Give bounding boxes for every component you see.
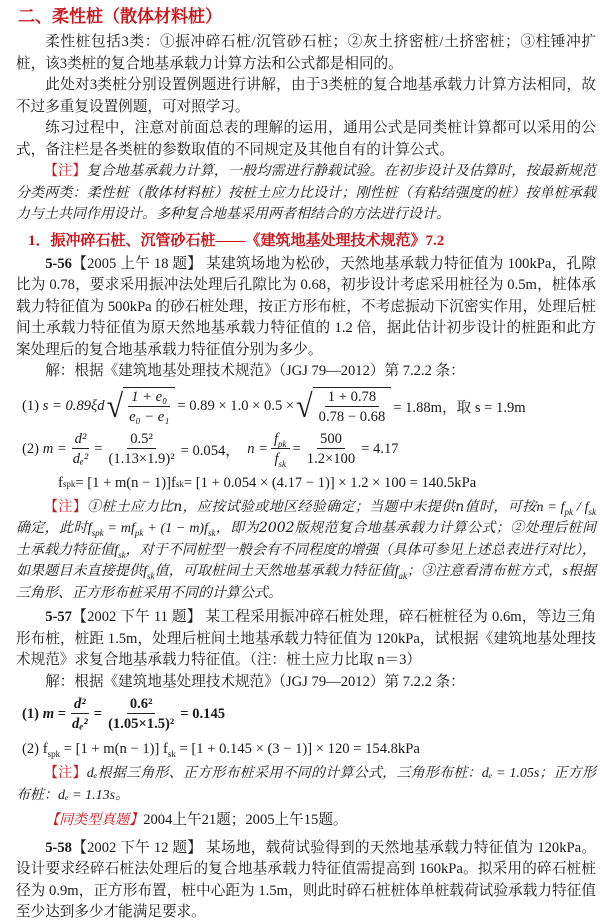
denominator: $f_{sk}$ (274, 451, 287, 469)
denominator: 1.2×100 (306, 451, 356, 467)
denominator: dₑ² (72, 715, 88, 732)
formula-composite-capacity (22, 735, 596, 763)
sqrt: √ $\frac{\text{1 + e₀}}{\text{e₀ − e₁}}$ (107, 387, 176, 427)
formula-label: (1) (22, 398, 40, 414)
numerator: $f_{pk}$ (271, 430, 290, 449)
note-text: 值，可取桩间土天然地基承载力特征值 (154, 563, 395, 579)
problem-5-57 (16, 607, 596, 672)
note-tag: 【注】 (44, 765, 87, 781)
inline-math: $n = f_{pk} / f_{sk}$ (536, 499, 597, 517)
inline-math: $f_{sk}$ (114, 542, 126, 560)
formula-replacement-ratio: (1) m = $\frac{\text{d²}}{\text{dₑ²}}$ = $\frac{\text{0.6²}}{\text{(1.05×1.5)²}}$ = 0.145 (22, 695, 226, 732)
formula-label: (1) (22, 705, 40, 722)
solution-intro: 解：根据《建筑地基处理技术规范》（JGJ 79—2012）第 7.2.2 条： (45, 673, 465, 690)
formula-result: = 0.054， (180, 443, 240, 459)
intro-paragraph: 柔性桩包括3类：①振冲碎石桩/沉管砂石桩；②灰土挤密桩/土挤密桩；③柱锤冲扩桩，该3类桩的复合地基承载力计算方法和公式都是相同的。 (16, 34, 596, 72)
formula-text: m = (42, 441, 67, 457)
numerator: 1 + e₀ (128, 388, 170, 407)
formula-label: (2) (22, 441, 40, 457)
formula-label: (2) (22, 740, 40, 757)
formula-pile-spacing (22, 385, 596, 429)
section-title: 二、柔性桩（散体材料桩） (18, 7, 222, 26)
note-5-56 (16, 497, 596, 605)
note-text: 确定，此时 (16, 520, 88, 536)
formula-result: = 4.17 (361, 441, 399, 457)
note-text: ，对于不同桩型一般会有不同程度的增强（具体可参见上述总表进行对比），如果题目未直接提供 (16, 541, 597, 579)
inline-math: dₑ = 1.13s (58, 787, 116, 803)
problem-text: 某建筑场地为松砂，天然地基承载力特征值为 100kPa，孔隙比为 0.78，要求采用振冲法处理后孔隙比为 0.68，初步设计考虑采用桩径为 0.5m，桩体承载力特征值为 500kPa 的砂石桩处理，按正方形布桩，不考虑振动下沉密实作用，处理后桩间土承载力特征值为原天然地基承载力特征值的 1.2 倍，据此估计初步设计的桩距和此方案处理后的复合地基承载力特征值分别为多少。 (16, 255, 596, 358)
problem-source: 【2002 下午 12 题】 (71, 839, 203, 856)
denominator: e₀ − e₁ (129, 408, 170, 425)
inline-math: s (562, 564, 568, 579)
intro-paragraph: 此处对3类桩分别设置例题进行讲解，由于3类桩的复合地基承载力计算方法相同，故不过多重复设置例题，可对照学习。 (16, 77, 596, 115)
formula-text: s = 0.89ξd (42, 398, 105, 414)
formula-text: m = (42, 705, 67, 722)
subsection-title: 1．振冲碎石桩、沉管砂石桩——《建筑地基处理技术规范》7.2 (28, 232, 445, 249)
sqrt: √ $\frac{1 + 0.78}{0.78 - 0.68}$ (296, 387, 391, 427)
problem-text: 某场地，载荷试验得到的天然地基承载力特征值为 120kPa。设计要求经碎石桩法处理后的复合地基承载力特征值需提高到 160kPa。拟采用的碎石桩桩径为 0.9m，正方形布置，桩中心距为 1.5m，则此时碎石桩桩体单桩载荷试验承载力特征值至少达到多少才能满足要求。 (16, 839, 596, 920)
denominator: 0.78 − 0.68 (318, 408, 386, 425)
note-text: 。 (115, 786, 130, 803)
formula-composite-capacity: f spk = [1 + m(n − 1)]f sk = [1 + 0.054 × (4.17 − 1)] × 1.2 × 100 = 140.5kPa (58, 475, 477, 491)
note-5-57 (16, 763, 596, 806)
problem-text: 某工程采用振冲碎石桩处理，碎石桩桩径为 0.6m，等边三角形布桩，桩距 1.5m，处理后桩间土地基承载力特征值为 120kPa，试根据《建筑地基处理技术规范》求复合地基承载力特征值。（注：桩土应力比取 n＝3） (16, 609, 596, 668)
note-text: ①桩土应力比n，应按试验或地区经验确定；当题中未提供n值时，可按 (87, 498, 537, 515)
similar-tag: 【同类型真题】 (45, 812, 144, 828)
problem-id: 5-58 (45, 839, 72, 856)
similar-text: 2004上午21题；2005上午15题。 (143, 812, 348, 828)
similar-questions (16, 810, 596, 832)
problem-source: 【2002 下午 11 题】 (71, 609, 202, 625)
note-tag: 【注】 (44, 163, 87, 179)
note-text: ；正方形布桩： (16, 765, 597, 803)
inline-math: $f_{spk} = mf_{pk} + (1 - m)f_{sk}$ (87, 521, 216, 538)
formula-text: $f_{spk} = [1 + m(n - 1)] f_{sk} = [1 + 0.145 \times (3 - 1)] \times 120 = 154.8kPa$ (42, 740, 420, 759)
numerator: 0.6² (127, 695, 156, 714)
problem-5-58 (16, 838, 596, 924)
intro-note (16, 161, 596, 226)
numerator: 0.5² (127, 430, 156, 449)
inline-math: $f_{sk}$ (143, 564, 155, 581)
formula-replacement-ratio: (2) m = $\frac{\text{d²}}{\text{dₑ²}}$ = $\frac{\text{0.5²}}{\text{(1.13×1.9)²}}$ = 0.054， n = $\frac{f_{pk}}{f_{sk}}$ = $\frac{500}{1.2\times 100}$ = 4.17 (22, 431, 399, 469)
note-text: 根据三角形、正方形布桩采用不同的计算公式，三角形布桩： (97, 765, 482, 781)
note-text: ；③注意看清布桩方式， (407, 563, 563, 579)
problem-source: 【2005 上午 18 题】 (71, 255, 203, 272)
inline-math: $f_{ak}$ (394, 564, 408, 581)
problem-id: 5-56 (45, 255, 72, 272)
note-tag: 【注】 (44, 498, 88, 515)
formula-text: n = (247, 441, 268, 457)
formula-text: = 0.89 × 1.0 × 0.5 × (177, 398, 295, 414)
inline-math: dₑ (86, 766, 98, 781)
numerator: d² (71, 695, 89, 714)
note-text: 复合地基承载力计算，一般均需进行静载试验。在初步设计及估算时，按最新规范分类两类：柔性桩（散体材料桩）按桩土应力比设计；刚性桩（有粘结强度的桩）按单桩承载力与土共同作用设计。多种复合地基采用两者相结合的方法进行设计。 (16, 163, 597, 222)
note-text: ，即为2002版规范复合地基承载力计算公式；②处理后桩间土承载力特征值 (16, 520, 596, 558)
numerator: 500 (317, 430, 345, 449)
formula-result: = 0.145 (180, 705, 226, 722)
problem-id: 5-57 (45, 609, 72, 625)
numerator: d² (72, 430, 90, 449)
formula-result: = 1.88m，取 s = 1.9m (393, 400, 526, 416)
inline-math: dₑ = 1.05s (481, 766, 540, 781)
denominator: dₑ² (72, 451, 89, 467)
denominator: (1.05×1.5)² (108, 715, 175, 732)
note-text: 根据三角形、正方形布桩采用不同的计算公式。 (16, 563, 597, 601)
denominator: (1.13×1.9)² (108, 451, 175, 467)
solution-intro: 解：根据《建筑地基处理技术规范》（JGJ 79—2012）第 7.2.2 条： (45, 363, 465, 379)
intro-paragraph: 练习过程中，注意对前面总表的理解的运用，通用公式是同类桩计算都可以采用的公式，备注栏是各类桩的参数取值的不同规定及其他自有的计算公式。 (16, 120, 596, 158)
problem-5-56 (16, 254, 596, 362)
numerator: 1 + 0.78 (325, 388, 379, 407)
